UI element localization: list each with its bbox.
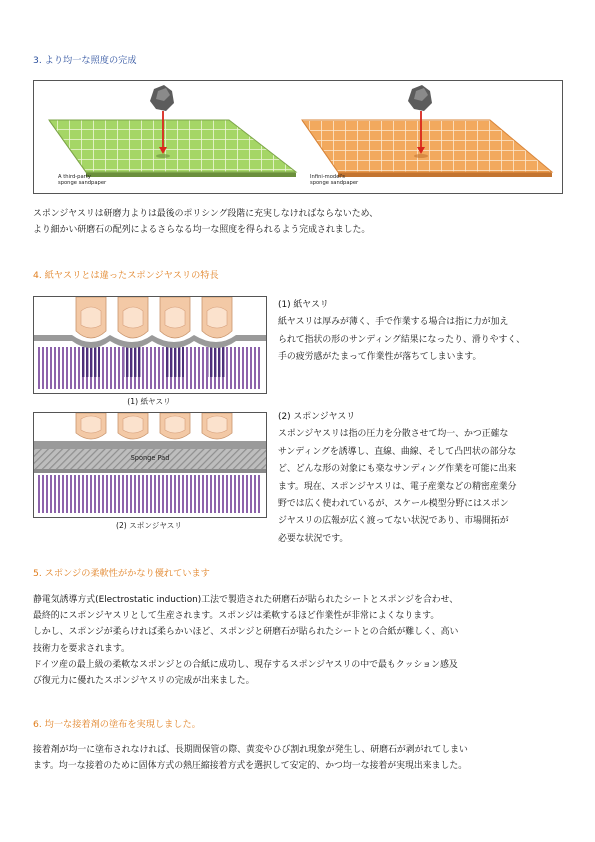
finger-icon: [76, 297, 106, 338]
right-sheet-label: sponge sandpaper: [310, 180, 359, 186]
paragraph-line: ど、どんな形の対象にも楽なサンディング作業を可能に出来: [278, 464, 517, 475]
section3-title: 3. より均一な照度の完成: [33, 55, 137, 66]
infini-sheet: [302, 120, 552, 177]
paragraph-line: ジヤスリの広報が広く渡ってない状況であり、市場開拓が: [278, 516, 509, 527]
paragraph-line: 技術力を要求されます。: [33, 643, 130, 654]
stone-icon: [408, 85, 432, 111]
fig2-caption: (2) スポンジヤスリ: [116, 521, 182, 530]
finger-icon: [202, 413, 232, 439]
finger-icon: [160, 413, 190, 439]
item1-block: [278, 297, 525, 367]
item2-block: [278, 409, 517, 548]
finger-icon: [76, 413, 106, 439]
paragraph-line: 紙ヤスリは厚みが薄く、手で作業する場合は指に力が加え: [278, 317, 509, 328]
paragraph-line: び復元力に優れたスポンジヤスリの完成が出来ました。: [33, 675, 255, 686]
finger-icon: [160, 297, 190, 338]
paragraph-line: サンディングを誘導し、直線、曲線、そして凸凹状の部分な: [278, 446, 517, 457]
section3-body: [33, 206, 378, 238]
sponge-sandpaper-figure: [33, 412, 267, 518]
paragraph-line: 最終的にスポンジヤスリとして生産されます。スポンジは柔軟するほど作業性が非常によくなります。: [33, 611, 440, 622]
section5-title: 5. スポンジの柔軟性がかなり優れています: [33, 568, 210, 579]
section3-figure: [33, 80, 563, 194]
item2-title: (2) スポンジヤスリ: [278, 412, 356, 422]
paragraph-line: 必要な状況です。: [278, 533, 349, 544]
fig1-caption: (1) 紙ヤスリ: [127, 397, 171, 406]
stone-icon: [150, 85, 174, 111]
left-sheet-label: A third-party: [58, 174, 91, 180]
paragraph-line: 野では広く使われているが、スケール模型分野にはスポン: [278, 498, 509, 509]
third-party-sheet: [49, 120, 296, 177]
sponge-pad-label: Sponge Pad: [130, 454, 170, 462]
paragraph-line: スポンジヤスリは研磨力よりは最後のポリシング段階に充実しなければならないため、: [33, 209, 378, 219]
item1-title: (1) 紙ヤスリ: [278, 300, 329, 310]
left-sheet-label: sponge sandpaper: [58, 180, 107, 186]
paragraph-line: られて指状の形のサンディング結果になったり、滑りやすく、: [278, 334, 525, 345]
paragraph-line: 手の疲労感がたまって作業性が落ちてしまいます。: [278, 352, 482, 363]
finger-icon: [202, 297, 232, 338]
paragraph-line: 静電気誘導方式(Electrostatic induction)工法で製造された研磨石が貼られたシートとスポンジを合わせ、: [33, 595, 459, 605]
paragraph-line: ます。均一な接着のために固体方式の熱圧縮接着方式を選択して安定的、かつ均一な接着が実現出来ました。: [33, 761, 468, 772]
paragraph-line: スポンジヤスリは指の圧力を分散させて均一、かつ正確な: [278, 429, 509, 440]
section4-title: 4. 紙ヤスリとは違ったスポンジヤスリの特長: [33, 270, 219, 281]
paragraph-line: ドイツ産の最上級の柔軟なスポンジとの合紙に成功し、現存するスポンジヤスリの中で最もクッション感及: [33, 659, 458, 670]
section6-title: 6. 均一な接着剤の塗布を実現しました。: [33, 719, 201, 730]
section6-body: [33, 742, 468, 774]
abrasive-grid-illustration: [34, 81, 562, 193]
section5-body: [33, 592, 458, 689]
paragraph-line: 接着剤が均一に塗布されなければ、長期間保管の際、黄変やひび割れ現象が発生し、研磨石が剥がれてしまい: [33, 745, 468, 755]
paragraph-line: しかし、スポンジが柔らければ柔らかいほど、スポンジと研磨石が貼られたシートとの合紙が難しく、高い: [33, 627, 459, 638]
finger-icon: [118, 297, 148, 338]
right-sheet-label: Infini-model's: [310, 174, 345, 180]
paragraph-line: より細かい研磨石の配列によるさらなる均一な照度を得られるよう完成されました。: [33, 225, 371, 236]
paper-sandpaper-figure: [33, 296, 267, 394]
paragraph-line: ます。現在、スポンジヤスリは、電子産業などの精密産業分: [278, 481, 517, 492]
finger-icon: [118, 413, 148, 439]
